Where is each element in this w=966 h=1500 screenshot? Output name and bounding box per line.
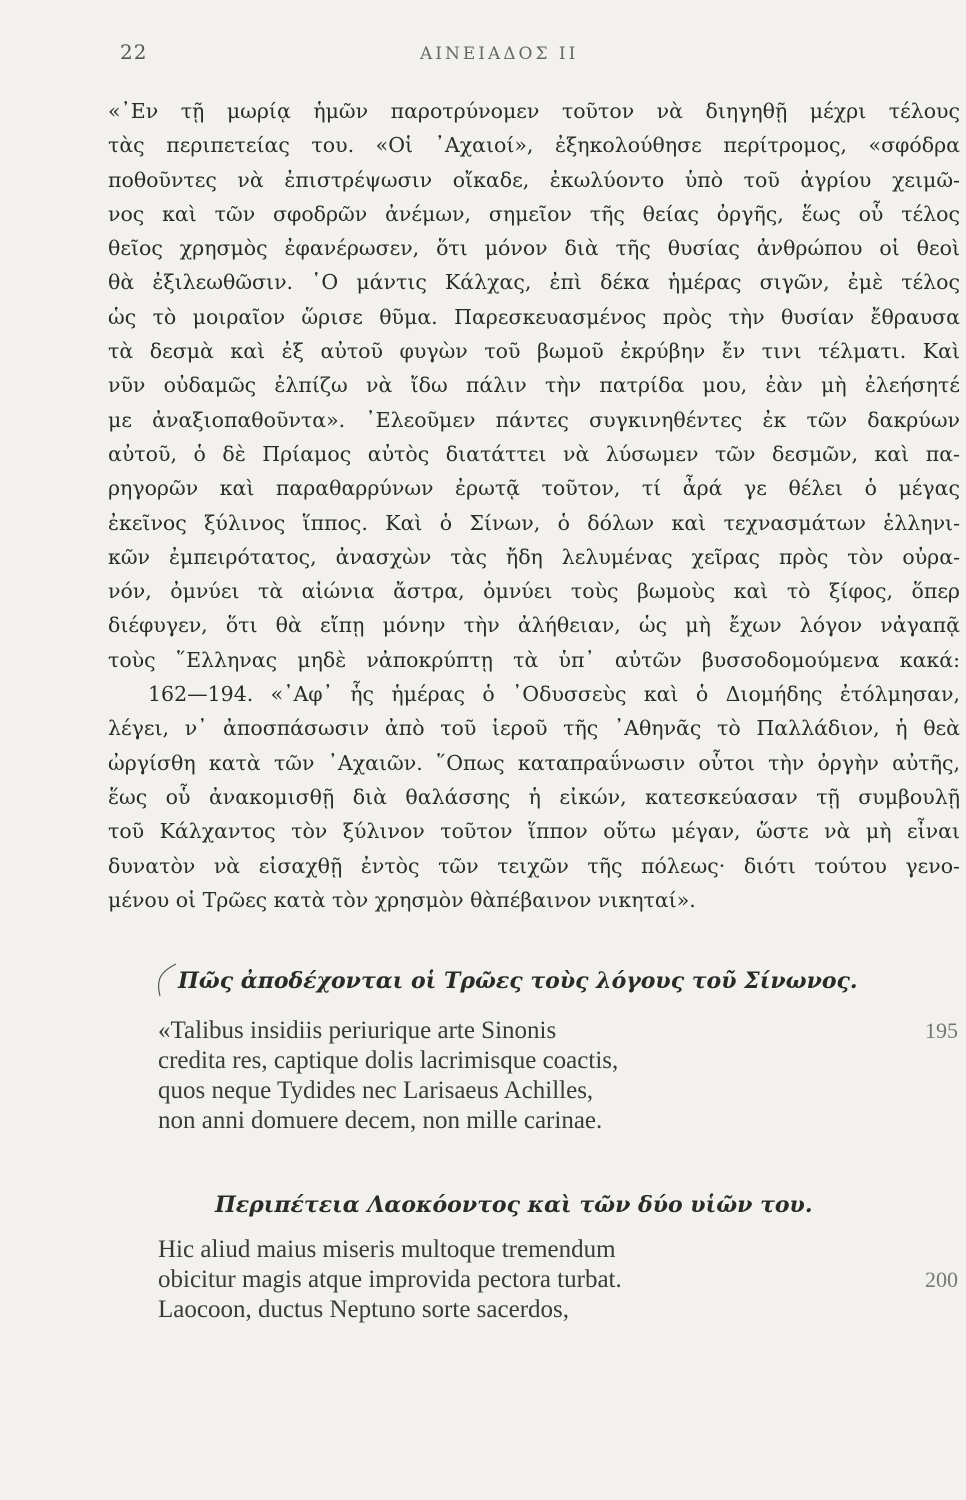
- verse-line: [158, 1046, 958, 1076]
- prose-line: νῦν οὐδαμῶς ἐλπίζω νὰ ἴδω πάλιν τὴν πατρίδα μου, ἐὰν μὴ ἐλεήσητέ: [108, 373, 960, 398]
- prose-line: λέγει, ν᾿ ἀποσπάσωσιν ἀπὸ τοῦ ἱεροῦ τῆς ᾿Αθηνᾶς τὸ Παλλάδιον, ἡ θεὰ: [108, 716, 960, 741]
- prose-line: ἕως οὗ ἀνακομισθῇ διὰ θαλάσσης ἡ εἰκών, κατεσκεύασαν τῇ συμβουλῇ: [108, 784, 960, 809]
- page-number: 22: [120, 40, 148, 64]
- verse-text: Laocoon, ductus Neptuno sorte sacerdos,: [158, 1296, 569, 1323]
- verse-text: non anni domuere decem, non mille carinae.: [158, 1107, 603, 1134]
- verse-number: 195: [925, 1018, 958, 1043]
- prose-line: τὰς περιπετείας του. «Οἱ ᾿Αχαιοί», ἐξηκολούθησε περίτρομος, «σφόδρα: [108, 133, 960, 158]
- verse-line: [158, 1235, 958, 1265]
- prose-line: νόν, ὀμνύει τὰ αἰώνια ἄστρα, ὀμνύει τοὺς βωμοὺς καὶ τὸ ξίφος, ὅπερ: [108, 579, 960, 604]
- verse-text: Hic aliud maius miseris multoque tremendum: [158, 1236, 616, 1263]
- verse-text: quos neque Tydides nec Larisaeus Achilles,: [158, 1077, 594, 1104]
- verse-line: [158, 1076, 958, 1106]
- margin-pencil-mark: [150, 960, 180, 1000]
- prose-line: ἐκεῖνος ξύλινος ἵππος. Καὶ ὁ Σίνων, ὁ δόλων καὶ τεχνασμάτων ἑλληνι-: [108, 510, 960, 535]
- prose-line: ρηγορῶν καὶ παραθαρρύνων ἐρωτᾷ τοῦτον, τί ἆρά γε θέλει ὁ μέγας: [108, 476, 960, 501]
- verse-line: [158, 1106, 958, 1136]
- greek-prose-block: [108, 94, 960, 917]
- verse-text: credita res, captique dolis lacrimisque coactis,: [158, 1047, 619, 1074]
- verse-line: [158, 1265, 958, 1295]
- prose-line: ὠργίσθη κατὰ τῶν ᾿Αχαιῶν. ῞Οπως καταπραΰνωσιν οὗτοι τὴν ὀργὴν αὐτῆς,: [108, 750, 960, 775]
- section-heading-laocoon: Περιπέτεια Λαοκόοντος καὶ τῶν δύο υἱῶν του.: [215, 1192, 813, 1218]
- prose-line: θὰ ἐξιλεωθῶσιν. ῾Ο μάντις Κάλχας, ἐπὶ δέκα ἡμέρας σιγῶν, ἐμὲ τέλος: [108, 270, 960, 295]
- prose-line: μένου οἱ Τρῶες κατὰ τὸν χρησμὸν θὰπέβαινον νικηταί».: [108, 887, 696, 912]
- section-heading-sinon: Πῶς ἀποδέχονται οἱ Τρῶες τοὺς λόγους τοῦ Σίνωνος.: [178, 968, 858, 994]
- prose-line: τοὺς ῞Ελληνας μηδὲ νἀποκρύπτῃ τὰ ὑπ᾿ αὐτῶν βυσσοδομούμενα κακά:: [108, 647, 960, 672]
- prose-line: δυνατὸν νὰ εἰσαχθῇ ἐντὸς τῶν τειχῶν τῆς πόλεως· διότι τούτου γενο-: [108, 853, 960, 878]
- verse-line: [158, 1295, 958, 1325]
- latin-verse-block-1: [158, 1016, 958, 1136]
- verse-line: [158, 1016, 958, 1046]
- prose-line: αὐτοῦ, ὁ δὲ Πρίαμος αὐτὸς διατάττει νὰ λύσωμεν τῶν δεσμῶν, καὶ πα-: [108, 441, 960, 466]
- prose-line: νος καὶ τῶν σφοδρῶν ἀνέμων, σημεῖον τῆς θείας ὀργῆς, ἕως οὗ τέλος: [108, 201, 960, 226]
- verse-text: «Talibus insidiis periurique arte Sinonis: [158, 1017, 557, 1044]
- prose-line: ὡς τὸ μοιραῖον ὥρισε θῦμα. Παρεσκευασμένος πρὸς τὴν θυσίαν ἔθραυσα: [108, 304, 960, 329]
- verse-text: obicitur magis atque improvida pectora turbat.: [158, 1266, 622, 1293]
- running-title: ΑΙΝΕΙΑΔΟΣ II: [420, 44, 579, 64]
- prose-line: κῶν ἐμπειρότατος, ἀνασχὼν τὰς ἤδη λελυμένας χεῖρας πρὸς τὸν οὐρα-: [108, 544, 960, 569]
- prose-line: τὰ δεσμὰ καὶ ἐξ αὐτοῦ φυγὼν τοῦ βωμοῦ ἐκρύβην ἔν τινι τέλματι. Καὶ: [108, 339, 960, 364]
- prose-line: διέφυγεν, ὅτι θὰ εἴπῃ μόνην τὴν ἀλήθειαν, ὡς μὴ ἔχων λόγον νἀγαπᾷ: [108, 613, 960, 638]
- prose-line: τοῦ Κάλχαντος τὸν ξύλινον τοῦτον ἵππον οὕτω μέγαν, ὥστε νὰ μὴ εἶναι: [108, 819, 960, 844]
- prose-line: με ἀναξιοπαθοῦντα». ᾿Ελεοῦμεν πάντες συγκινηθέντες ἐκ τῶν δακρύων: [108, 407, 960, 432]
- prose-line: θεῖος χρησμὸς ἐφανέρωσεν, ὅτι μόνον διὰ τῆς θυσίας ἀνθρώπου οἱ θεοὶ: [108, 236, 960, 261]
- prose-line: 162—194. «᾿Αφ᾿ ἧς ἡμέρας ὁ ᾿Οδυσσεὺς καὶ ὁ Διομήδης ἐτόλμησαν,: [148, 682, 960, 707]
- verse-number: 200: [925, 1267, 958, 1292]
- prose-line: «᾿Εν τῇ μωρίᾳ ἡμῶν παροτρύνομεν τοῦτον νὰ διηγηθῇ μέχρι τέλους: [108, 99, 960, 123]
- prose-line: ποθοῦντες νὰ ἐπιστρέψωσιν οἴκαδε, ἐκωλύοντο ὑπὸ τοῦ ἀγρίου χειμῶ-: [108, 167, 960, 192]
- latin-verse-block-2: [158, 1235, 958, 1325]
